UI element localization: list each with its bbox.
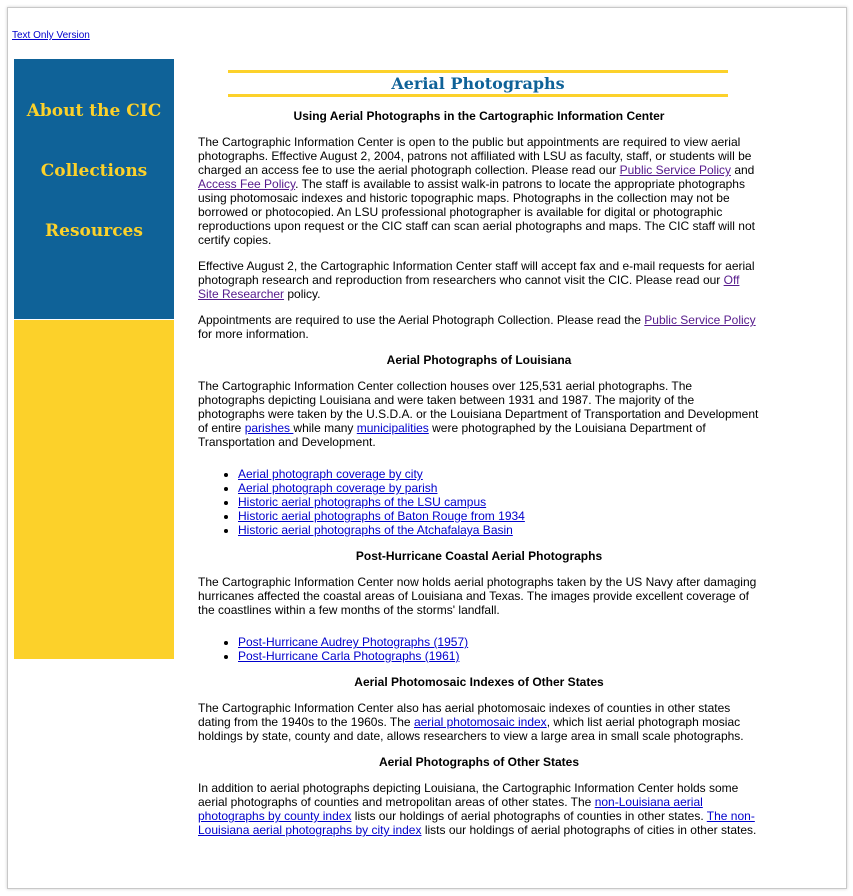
other-states-paragraph: In addition to aerial photographs depicting Louisiana, the Cartographic Information Center holds some aerial photographs of counties and metropolitan areas of other states. The non-Louisiana aerial photographs by county index lists our holdings of aerial photographs of counties in other states. The non-Louisiana aerial photographs by city index lists our holdings of aerial photographs of cities in other states. <box>198 781 757 837</box>
section-heading: Post-Hurricane Coastal Aerial Photographs <box>355 549 603 563</box>
list-item <box>238 649 760 663</box>
hurricane-links-list <box>198 635 760 663</box>
nav-resources[interactable]: Resources <box>45 221 143 241</box>
coverage-by-parish-link[interactable]: Aerial photograph coverage by parish <box>238 481 438 495</box>
main-content <box>198 109 760 849</box>
title-rule-top <box>228 70 728 73</box>
list-item <box>238 495 760 509</box>
list-item <box>238 481 760 495</box>
sidebar-filler <box>14 320 174 659</box>
list-item <box>238 509 760 523</box>
text-only-version-link[interactable]: Text Only Version <box>12 30 90 41</box>
list-item <box>238 523 760 537</box>
parishes-link[interactable]: parishes <box>244 421 294 435</box>
louisiana-links-list <box>198 467 760 537</box>
section-heading: Aerial Photographs of Other States <box>378 755 580 769</box>
remote-requests-paragraph: Effective August 2, the Cartographic Information Center staff will accept fax and e-mail requests for aerial photograph research and reproduction from researchers who cannot visit the CIC. Please read our Off Site Researcher policy. <box>198 259 755 301</box>
hurricane-audrey-link[interactable]: Post-Hurricane Audrey Photographs (1957) <box>238 635 469 649</box>
city-index-link[interactable]: The non-Louisiana aerial photographs by city index <box>198 809 755 837</box>
intro-paragraph: The Cartographic Information Center is open to the public but appointments are required to view aerial photographs. Effective August 2, 2004, patrons not affiliated with LSU as faculty, staff, or students will be charged an access fee to use the aerial photograph collection. Please read our Public Service Policy and Access Fee Policy. The staff is available to assist walk-in patrons to locate the appropriate photographs using photomosaic indexes and historic topographic maps. Photographs in the collection may not be borrowed or photocopied. An LSU professional photographer is available for digital or photographic reproductions upon request or the CIC staff can scan aerial photographs and maps. The CIC staff will not certify copies. <box>198 135 755 247</box>
list-item <box>238 467 760 481</box>
section-heading: Aerial Photomosaic Indexes of Other States <box>354 675 604 689</box>
sidebar-nav <box>14 59 174 319</box>
louisiana-paragraph: The Cartographic Information Center collection houses over 125,531 aerial photographs. The photographs depicting Louisiana and were taken between 1931 and 1987. The majority of the photographs were taken by the U.S.D.A. or the Louisiana Department of Transportation and Development of entire parishes while many municipalities were photographed by the Louisiana Department of Transportation and Development. <box>198 379 759 449</box>
county-index-link[interactable]: non-Louisiana aerial photographs by county index <box>198 795 703 823</box>
title-rule-bottom <box>228 94 728 97</box>
appointments-paragraph: Appointments are required to use the Aerial Photograph Collection. Please read the Public Service Policy for more information. <box>198 313 756 341</box>
municipalities-link[interactable]: municipalities <box>356 421 429 435</box>
atchafalaya-basin-link[interactable]: Historic aerial photographs of the Atchafalaya Basin <box>238 523 513 537</box>
aerial-photomosaic-index-link[interactable]: aerial photomosaic index <box>413 715 547 729</box>
photomosaic-paragraph: The Cartographic Information Center also has aerial photomosaic indexes of counties in other states dating from the 1940s to the 1960s. The aerial photomosaic index, which list aerial photograph mosiac holdings by state, county and date, allows researchers to view a large area in small scale photographs. <box>198 701 744 743</box>
public-service-policy-link-2[interactable]: Public Service Policy <box>644 313 756 327</box>
page-title: Aerial Photographs <box>391 74 565 93</box>
public-service-policy-link[interactable]: Public Service Policy <box>619 163 731 177</box>
hurricane-paragraph: The Cartographic Information Center now holds aerial photographs taken by the US Navy after damaging hurricanes affected the coastal areas of Louisiana and Texas. The images provide excellent coverage of the coastlines within a few months of the storms' landfall. <box>198 575 757 617</box>
coverage-by-city-link[interactable]: Aerial photograph coverage by city <box>238 467 423 481</box>
nav-collections[interactable]: Collections <box>40 161 148 181</box>
access-fee-policy-link[interactable]: Access Fee Policy <box>198 177 296 191</box>
lsu-campus-link[interactable]: Historic aerial photographs of the LSU campus <box>238 495 487 509</box>
section-heading: Using Aerial Photographs in the Cartographic Information Center <box>293 109 665 123</box>
hurricane-carla-link[interactable]: Post-Hurricane Carla Photographs (1961) <box>238 649 460 663</box>
baton-rouge-1934-link[interactable]: Historic aerial photographs of Baton Rouge from 1934 <box>238 509 525 523</box>
section-heading: Aerial Photographs of Louisiana <box>386 353 572 367</box>
nav-about-cic[interactable]: About the CIC <box>26 101 162 121</box>
list-item <box>238 635 760 649</box>
off-site-researcher-link[interactable]: Off Site Researcher <box>198 273 740 301</box>
